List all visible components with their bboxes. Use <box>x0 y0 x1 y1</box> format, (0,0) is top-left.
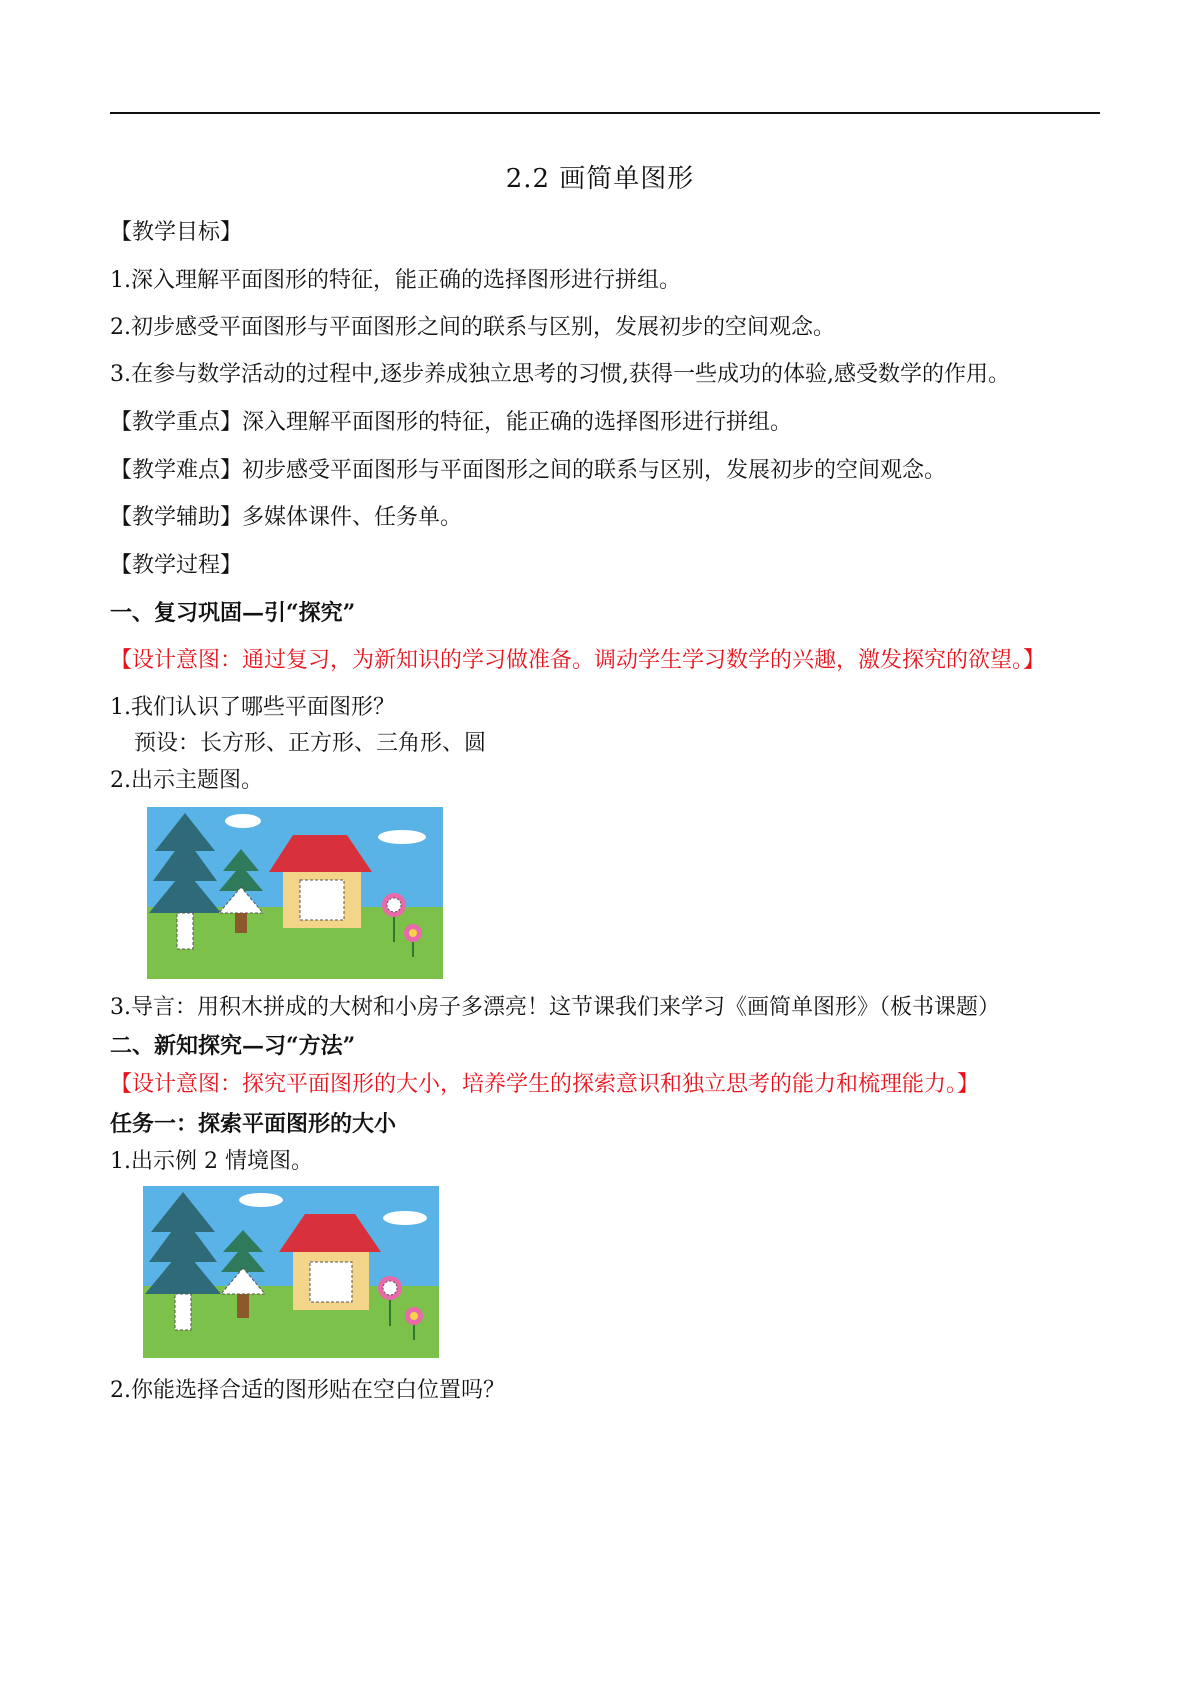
section1-question-2: 2.出示主题图。 <box>110 768 263 793</box>
aids-label: 【教学辅助】 <box>110 505 243 530</box>
difficulty <box>110 456 946 486</box>
objective-1: 1.深入理解平面图形的特征，能正确的选择图形进行拼组。 <box>110 268 681 293</box>
key-point-text: 深入理解平面图形的特征，能正确的选择图形进行拼组。 <box>242 410 793 435</box>
section1-question-1: 1.我们认识了哪些平面图形？ <box>110 695 395 720</box>
section2-question-1: 1.出示例 2 情境图。 <box>110 1149 313 1174</box>
theme-picture-svg <box>147 807 443 979</box>
difficulty-text: 初步感受平面图形与平面图形之间的联系与区别，发展初步的空间观念。 <box>242 458 947 483</box>
cloud <box>225 814 261 828</box>
cloud <box>239 1193 283 1207</box>
blank-square-slot <box>310 1262 352 1302</box>
blank-trunk-slot <box>177 913 193 949</box>
cloud <box>383 1211 427 1225</box>
section2-heading: 二、新知探究—习“方法” <box>110 1033 356 1059</box>
cloud <box>378 830 426 844</box>
objective-3: 3.在参与数学活动的过程中,逐步养成独立思考的习惯,获得一些成功的体验,感受数学的作用。 <box>110 362 1010 387</box>
key-point <box>110 408 792 438</box>
blank-trunk-slot <box>175 1294 191 1330</box>
theme-picture <box>147 807 443 979</box>
small-tree-trunk <box>237 1294 249 1318</box>
difficulty-label: 【教学难点】 <box>110 458 243 483</box>
header-rule <box>110 112 1100 114</box>
task1-heading: 任务一：探索平面图形的大小 <box>110 1111 397 1137</box>
example-picture-svg <box>143 1186 439 1358</box>
objectives-heading: 【教学目标】 <box>110 220 243 245</box>
process-heading: 【教学过程】 <box>110 553 243 578</box>
small-tree-trunk <box>235 913 247 933</box>
flower-center <box>410 1312 418 1320</box>
section1-preset: 预设：长方形、正方形、三角形、圆 <box>134 731 487 756</box>
blank-circle-slot <box>387 898 401 912</box>
key-point-label: 【教学重点】 <box>110 410 243 435</box>
aids-text: 多媒体课件、任务单。 <box>242 505 463 530</box>
section1-design-intent: 【设计意图：通过复习，为新知识的学习做准备。调动学生学习数学的兴趣，激发探究的欲望。】 <box>110 648 1046 673</box>
teaching-aids <box>110 503 462 533</box>
blank-square-slot <box>300 880 344 920</box>
section2-design-intent: 【设计意图：探究平面图形的大小，培养学生的探索意识和独立思考的能力和梳理能力。】 <box>110 1072 980 1097</box>
example-picture <box>143 1186 439 1358</box>
section2-question-2: 2.你能选择合适的图形贴在空白位置吗？ <box>110 1378 505 1403</box>
section1-heading: 一、复习巩固—引“探究” <box>110 600 356 626</box>
page-title: 2.2 画简单图形 <box>505 164 695 194</box>
flower-center <box>409 929 417 937</box>
objective-2: 2.初步感受平面图形与平面图形之间的联系与区别，发展初步的空间观念。 <box>110 315 835 340</box>
section1-question-3: 3.导言：用积木拼成的大树和小房子多漂亮！这节课我们来学习《画简单图形》（板书课题） <box>110 995 1000 1020</box>
blank-circle-slot <box>383 1281 397 1295</box>
